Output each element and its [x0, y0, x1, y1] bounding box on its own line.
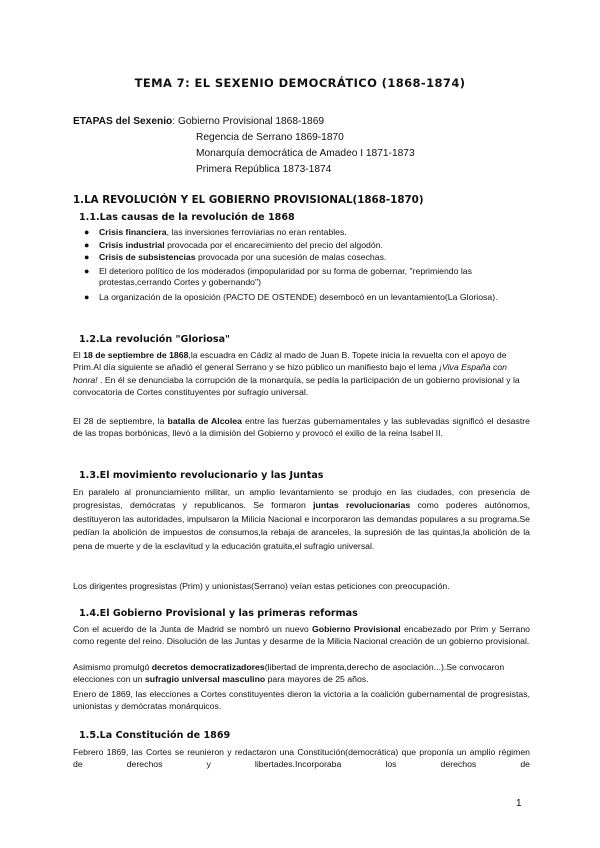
paragraph: Con el acuerdo de la Junta de Madrid se nombró un nuevo Gobierno Provisional encabezado por Prim y Serrano como regente del reino. Disolución de las Juntas y desarme de la Milicia Nacional creación de un gobierno provisional. — [73, 624, 530, 647]
bullet-icon: ● — [84, 252, 90, 263]
list-item: ● Crisis industrial provocada por el encarecimiento del precio del algodón. — [84, 239, 383, 250]
subsection-heading: 1.4.El Gobierno Provisional y las primeras reformas — [79, 608, 358, 619]
causes-list — [79, 227, 509, 305]
etapa-item: Primera República 1873-1874 — [196, 164, 332, 175]
paragraph: En paralelo al pronunciamiento militar, un amplio levantamiento se produjo en las ciudades, con presencia de progresistas, demócratas y republicanos. Se formaron juntas revolucionarias como poderes autónomos, destituyeron las autoridades, impulsaron la Milicia Nacional e incorporaron las demandas populares a su programa.Se pedían la abolición de impuestos de consumos,la rebaja de aranceles, la supresión de las quintas,la abolición de la pena de muerte y de la esclavitud y la educación gratuita,el sufragio universal. — [73, 487, 531, 551]
etapa-item: Monarquía democrática de Amadeo I 1871-1873 — [196, 148, 415, 159]
etapas-label: ETAPAS del Sexenio — [73, 116, 173, 127]
paragraph: Los dirigentes progresistas (Prim) y unionistas(Serrano) veían estas peticiones con preocupación. — [73, 581, 450, 591]
etapa-item: Gobierno Provisional 1868-1869 — [177, 116, 325, 127]
list-item: ● Crisis de subsistencias provocada por una sucesión de malas cosechas. — [84, 252, 387, 263]
section-heading: 1.LA REVOLUCIÓN Y EL GOBIERNO PROVISIONAL(1868-1870) — [73, 194, 424, 206]
bullet-icon: ● — [84, 239, 90, 250]
page-number: 1 — [516, 798, 522, 809]
list-item: ● Crisis financiera, las inversiones ferroviarias no eran rentables. — [84, 227, 347, 237]
subsection-heading: 1.3.El movimiento revolucionario y las Juntas — [79, 470, 324, 481]
etapas-line: ETAPAS del Sexenio: Gobierno Provisional 1868-1869 — [73, 116, 325, 127]
subsection-heading: 1.5.La Constitución de 1869 — [79, 730, 231, 741]
list-item: ● El deterioro político de los moderados (impopularidad por su forma de gobernar, "reprimiendo las protestas,cerrando Cortes y gobernando") — [84, 265, 472, 288]
etapas-block — [73, 114, 415, 178]
bullet-icon: ● — [84, 291, 90, 302]
bullet-icon: ● — [84, 265, 90, 276]
list-item: ● La organización de la oposición (PACTO DE OSTENDE) desembocó en un levantamiento(La Gloriosa). — [84, 291, 498, 302]
etapa-item: Regencia de Serrano 1869-1870 — [196, 132, 344, 143]
bullet-icon: ● — [84, 227, 90, 237]
paragraph: El 28 de septiembre, la batalla de Alcolea entre las fuerzas gubernamentales y las sublevadas significó el desastre de las tropas borbónicas, llevó a la dimisión del Gobierno y provocó el exilio de la reina Isabel II. — [73, 416, 530, 439]
paragraph: Asimismo promulgó decretos democratizadores(libertad de imprenta,derecho de asociación...).Se convocaron elecciones con un sufragio universal masculino para mayores de 25 años. — [73, 662, 505, 685]
paragraph: El 18 de septiembre de 1868,la escuadra en Cádiz al mado de Juan B. Topete inicia la revuelta con el apoyo de Prim.Al día siguiente se añadió el general Serrano y se hizo público un manifiesto bajo el lema ¡Viva España con honra! . En él se denunciaba la corrupción de la monarquía, se pedía la participación de un gobierno provisional y la convocatoria de Cortes constituyentes por sufragio universal. — [73, 350, 520, 397]
document-title: TEMA 7: EL SEXENIO DEMOCRÁTICO (1868-1874) — [134, 76, 466, 90]
subsection-heading: 1.1.Las causas de la revolución de 1868 — [79, 212, 295, 223]
paragraph: Febrero 1869, las Cortes se reunieron y redactaron una Constitución(democrática) que proponía un amplio régimen de derechos y libertades.Incorporaba los derechos de — [73, 747, 530, 770]
paragraph: Enero de 1869, las elecciones a Cortes constituyentes dieron la victoria a la coalición gubernamental de progresistas, unionistas y demócratas monárquicos. — [73, 689, 530, 712]
subsection-heading: 1.2.La revolución "Gloriosa" — [79, 334, 231, 345]
